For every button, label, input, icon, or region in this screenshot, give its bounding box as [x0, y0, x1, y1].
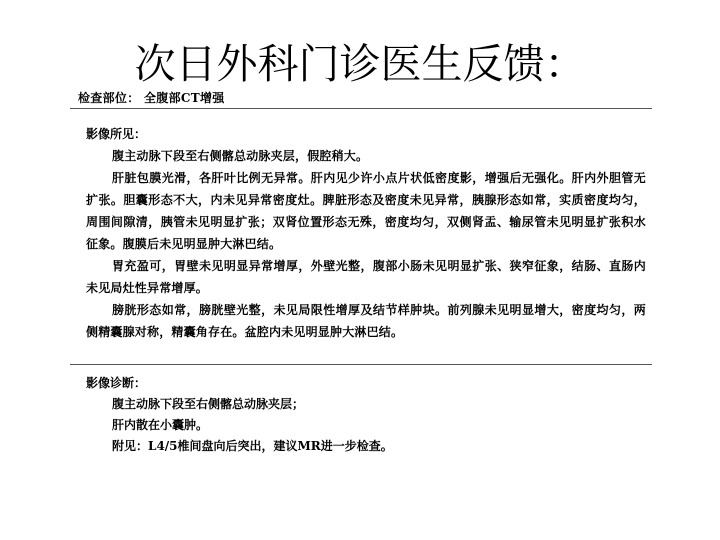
diagnosis-line-dissection: 腹主动脉下段至右侧髂总动脉夹层；: [112, 397, 305, 411]
findings-paragraph-liver: 肝脏包膜光滑，各肝叶比例无异常。肝内见少许小点片状低密度影，增强后无强化。肝内外胆管无扩张。胆囊形态不大，内未见异常密度灶。脾脏形态及密度未见异常，胰腺形态如常，实质密度均匀，周围间隙清，胰管未见明显扩张；双肾位置形态无殊，密度均匀，双侧肾盂、输尿管未见明显扩张积水征象。腹膜后未见明显肿大淋巴结。: [86, 171, 646, 251]
diagnosis-line-disc: 附见：L4/5椎间盘向后突出，建议MR进一步检查。: [112, 439, 393, 453]
middle-divider: [70, 364, 652, 365]
diagnosis-heading: 影像诊断：: [86, 376, 147, 390]
findings-paragraph-gi: 胃充盈可，胃壁未见明显异常增厚，外壁光整，腹部小肠未见明显扩张、狭窄征象，结肠、直肠内未见局灶性异常增厚。: [86, 259, 646, 295]
findings-paragraph-aorta: 腹主动脉下段至右侧髂总动脉夹层，假腔稍大。: [112, 149, 369, 163]
findings-heading: 影像所见：: [86, 127, 147, 141]
exam-part-label: 检查部位： 全腹部CT增强: [78, 91, 225, 105]
diagnosis-section: [86, 372, 646, 457]
findings-paragraph-pelvis: 膀胱形态如常，膀胱壁光整，未见局限性增厚及结节样肿块。前列腺未见明显增大，密度均匀，两侧精囊腺对称，精囊角存在。盆腔内未见明显肿大淋巴结。: [86, 303, 646, 339]
findings-section: [86, 123, 646, 343]
diagnosis-line-cyst: 肝内散在小囊肿。: [112, 418, 209, 432]
slide-title: 次日外科门诊医生反馈：: [134, 40, 586, 88]
top-divider: [70, 108, 652, 109]
